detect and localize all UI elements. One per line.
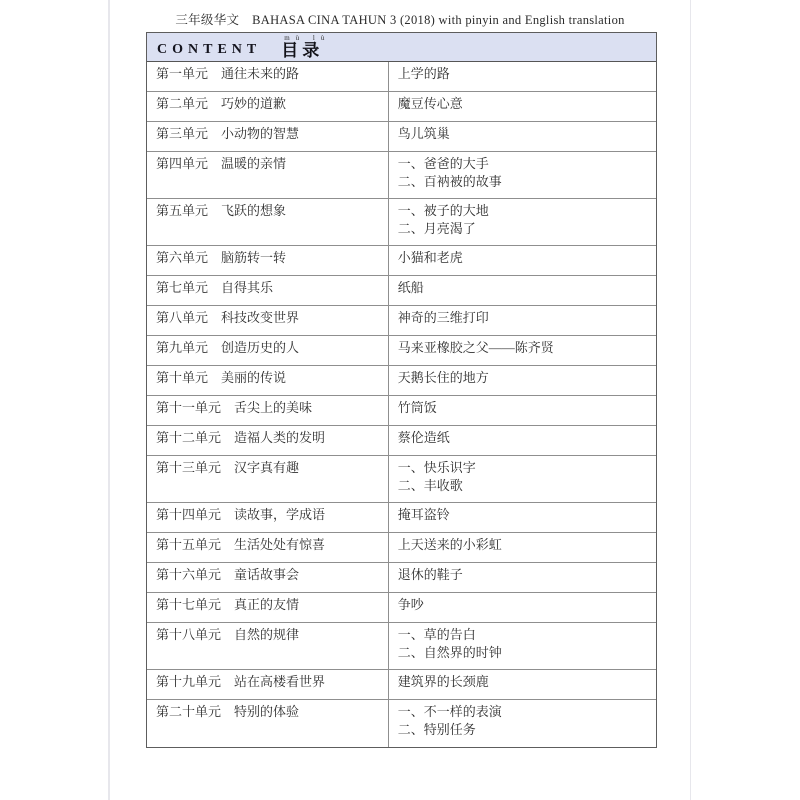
unit-theme: 舌尖上的美味 <box>234 400 313 415</box>
unit-number: 第十八单元 <box>156 627 222 642</box>
lesson-title: 蔡伦造纸 <box>397 430 450 445</box>
unit-cell <box>147 563 389 592</box>
unit-cell <box>147 366 389 395</box>
unit-cell <box>147 122 389 151</box>
unit-number: 第十五单元 <box>156 537 222 552</box>
unit-number: 第十单元 <box>156 370 209 385</box>
table-row <box>147 623 656 670</box>
lesson-title: 一、爸爸的大手 <box>397 156 489 171</box>
unit-number: 第十四单元 <box>156 507 222 522</box>
toc-body <box>147 62 656 747</box>
unit-theme: 自然的规律 <box>234 627 300 642</box>
unit-number: 第五单元 <box>156 203 209 218</box>
lessons-cell <box>389 503 656 532</box>
lessons-cell <box>389 246 656 275</box>
table-row <box>147 670 656 700</box>
unit-theme: 造福人类的发明 <box>234 430 326 445</box>
unit-number: 第十七单元 <box>156 597 222 612</box>
lesson-title: 上天送来的小彩虹 <box>397 537 502 552</box>
lesson-title: 竹筒饭 <box>397 400 437 415</box>
unit-number: 第二单元 <box>156 96 209 111</box>
lesson-title: 鸟儿筑巢 <box>397 126 450 141</box>
lesson-title: 小猫和老虎 <box>397 250 463 265</box>
mulu-chinese: 目录 <box>281 41 324 60</box>
lesson-title: 二、自然界的时钟 <box>397 645 502 661</box>
lessons-cell <box>389 670 656 699</box>
table-row <box>147 152 656 199</box>
unit-number: 第十六单元 <box>156 567 222 582</box>
table-row <box>147 246 656 276</box>
lesson-title: 掩耳盗铃 <box>397 507 450 522</box>
unit-cell <box>147 246 389 275</box>
unit-cell <box>147 426 389 455</box>
lesson-title: 天鹅长住的地方 <box>397 370 489 385</box>
lesson-title: 二、月亮渴了 <box>397 221 476 237</box>
toc-table <box>146 32 657 748</box>
unit-cell <box>147 92 389 121</box>
unit-theme: 科技改变世界 <box>221 310 300 325</box>
unit-cell <box>147 456 389 502</box>
lesson-title: 争吵 <box>397 597 424 612</box>
unit-theme: 特别的体验 <box>234 704 300 719</box>
table-row <box>147 563 656 593</box>
unit-cell <box>147 623 389 669</box>
unit-theme: 小动物的智慧 <box>221 126 300 141</box>
unit-theme: 创造历史的人 <box>221 340 300 355</box>
table-row <box>147 700 656 747</box>
unit-theme: 生活处处有惊喜 <box>234 537 326 552</box>
unit-number: 第三单元 <box>156 126 209 141</box>
unit-number: 第四单元 <box>156 156 209 171</box>
unit-theme: 美丽的传说 <box>221 370 287 385</box>
lesson-title: 一、草的告白 <box>397 627 476 642</box>
unit-cell <box>147 276 389 305</box>
lesson-title: 建筑界的长颈鹿 <box>397 674 489 689</box>
table-row <box>147 276 656 306</box>
unit-number: 第十二单元 <box>156 430 222 445</box>
table-row <box>147 92 656 122</box>
unit-theme: 汉字真有趣 <box>234 460 300 475</box>
unit-number: 第九单元 <box>156 340 209 355</box>
lessons-cell <box>389 366 656 395</box>
table-row <box>147 62 656 92</box>
toc-header <box>147 33 656 62</box>
unit-number: 第一单元 <box>156 66 209 81</box>
table-row <box>147 426 656 456</box>
unit-cell <box>147 670 389 699</box>
unit-theme: 巧妙的道歉 <box>221 96 287 111</box>
unit-theme: 自得其乐 <box>221 280 274 295</box>
lesson-title: 二、百衲被的故事 <box>397 174 502 190</box>
unit-cell <box>147 199 389 245</box>
unit-cell <box>147 152 389 198</box>
lessons-cell <box>389 426 656 455</box>
unit-number: 第七单元 <box>156 280 209 295</box>
table-row <box>147 199 656 246</box>
table-row <box>147 366 656 396</box>
table-row <box>147 533 656 563</box>
lessons-cell <box>389 306 656 335</box>
unit-number: 第六单元 <box>156 250 209 265</box>
lesson-title: 神奇的三维打印 <box>397 310 489 325</box>
lessons-cell <box>389 276 656 305</box>
unit-cell <box>147 503 389 532</box>
unit-cell <box>147 533 389 562</box>
lessons-cell <box>389 92 656 121</box>
lessons-cell <box>389 533 656 562</box>
unit-theme: 飞跃的想象 <box>221 203 287 218</box>
mulu-pinyin: mù lù <box>284 34 331 42</box>
unit-number: 第十一单元 <box>156 400 222 415</box>
unit-theme: 读故事，学成语 <box>234 507 326 522</box>
lesson-title: 一、快乐识字 <box>397 460 476 475</box>
lesson-title: 退休的鞋子 <box>397 567 463 582</box>
unit-theme: 站在高楼看世界 <box>234 674 326 689</box>
lesson-title: 上学的路 <box>397 66 450 81</box>
lessons-cell <box>389 396 656 425</box>
page-title: 三年级华文 BAHASA CINA TAHUN 3 (2018) with pinyin and English translation <box>175 13 625 27</box>
lesson-title: 一、被子的大地 <box>397 203 489 218</box>
unit-theme: 温暖的亲情 <box>221 156 287 171</box>
table-row <box>147 122 656 152</box>
lessons-cell <box>389 623 656 669</box>
unit-theme: 脑筋转一转 <box>221 250 287 265</box>
table-row <box>147 336 656 366</box>
unit-cell <box>147 700 389 747</box>
unit-number: 第十三单元 <box>156 460 222 475</box>
content-heading: CONTENT <box>157 42 262 57</box>
table-row <box>147 456 656 503</box>
mulu-heading <box>281 35 330 59</box>
lessons-cell <box>389 152 656 198</box>
unit-cell <box>147 306 389 335</box>
lesson-title: 魔豆传心意 <box>397 96 463 111</box>
unit-cell <box>147 62 389 91</box>
unit-theme: 真正的友情 <box>234 597 300 612</box>
lessons-cell <box>389 122 656 151</box>
lessons-cell <box>389 62 656 91</box>
table-row <box>147 593 656 623</box>
lessons-cell <box>389 199 656 245</box>
table-row <box>147 396 656 426</box>
table-row <box>147 503 656 533</box>
lesson-title: 马来亚橡胶之父——陈齐贤 <box>397 340 554 355</box>
unit-number: 第十九单元 <box>156 674 222 689</box>
lessons-cell <box>389 336 656 365</box>
unit-cell <box>147 396 389 425</box>
unit-cell <box>147 593 389 622</box>
unit-cell <box>147 336 389 365</box>
lesson-title: 二、丰收歌 <box>397 478 463 494</box>
lessons-cell <box>389 593 656 622</box>
lesson-title: 二、特别任务 <box>397 722 476 738</box>
unit-number: 第二十单元 <box>156 704 222 719</box>
lessons-cell <box>389 563 656 592</box>
document-page <box>110 0 690 800</box>
lesson-title: 纸船 <box>397 280 424 295</box>
lesson-title: 一、不一样的表演 <box>397 704 502 719</box>
unit-theme: 通往未来的路 <box>221 66 300 81</box>
lessons-cell <box>389 700 656 747</box>
table-row <box>147 306 656 336</box>
unit-number: 第八单元 <box>156 310 209 325</box>
unit-theme: 童话故事会 <box>234 567 300 582</box>
lessons-cell <box>389 456 656 502</box>
